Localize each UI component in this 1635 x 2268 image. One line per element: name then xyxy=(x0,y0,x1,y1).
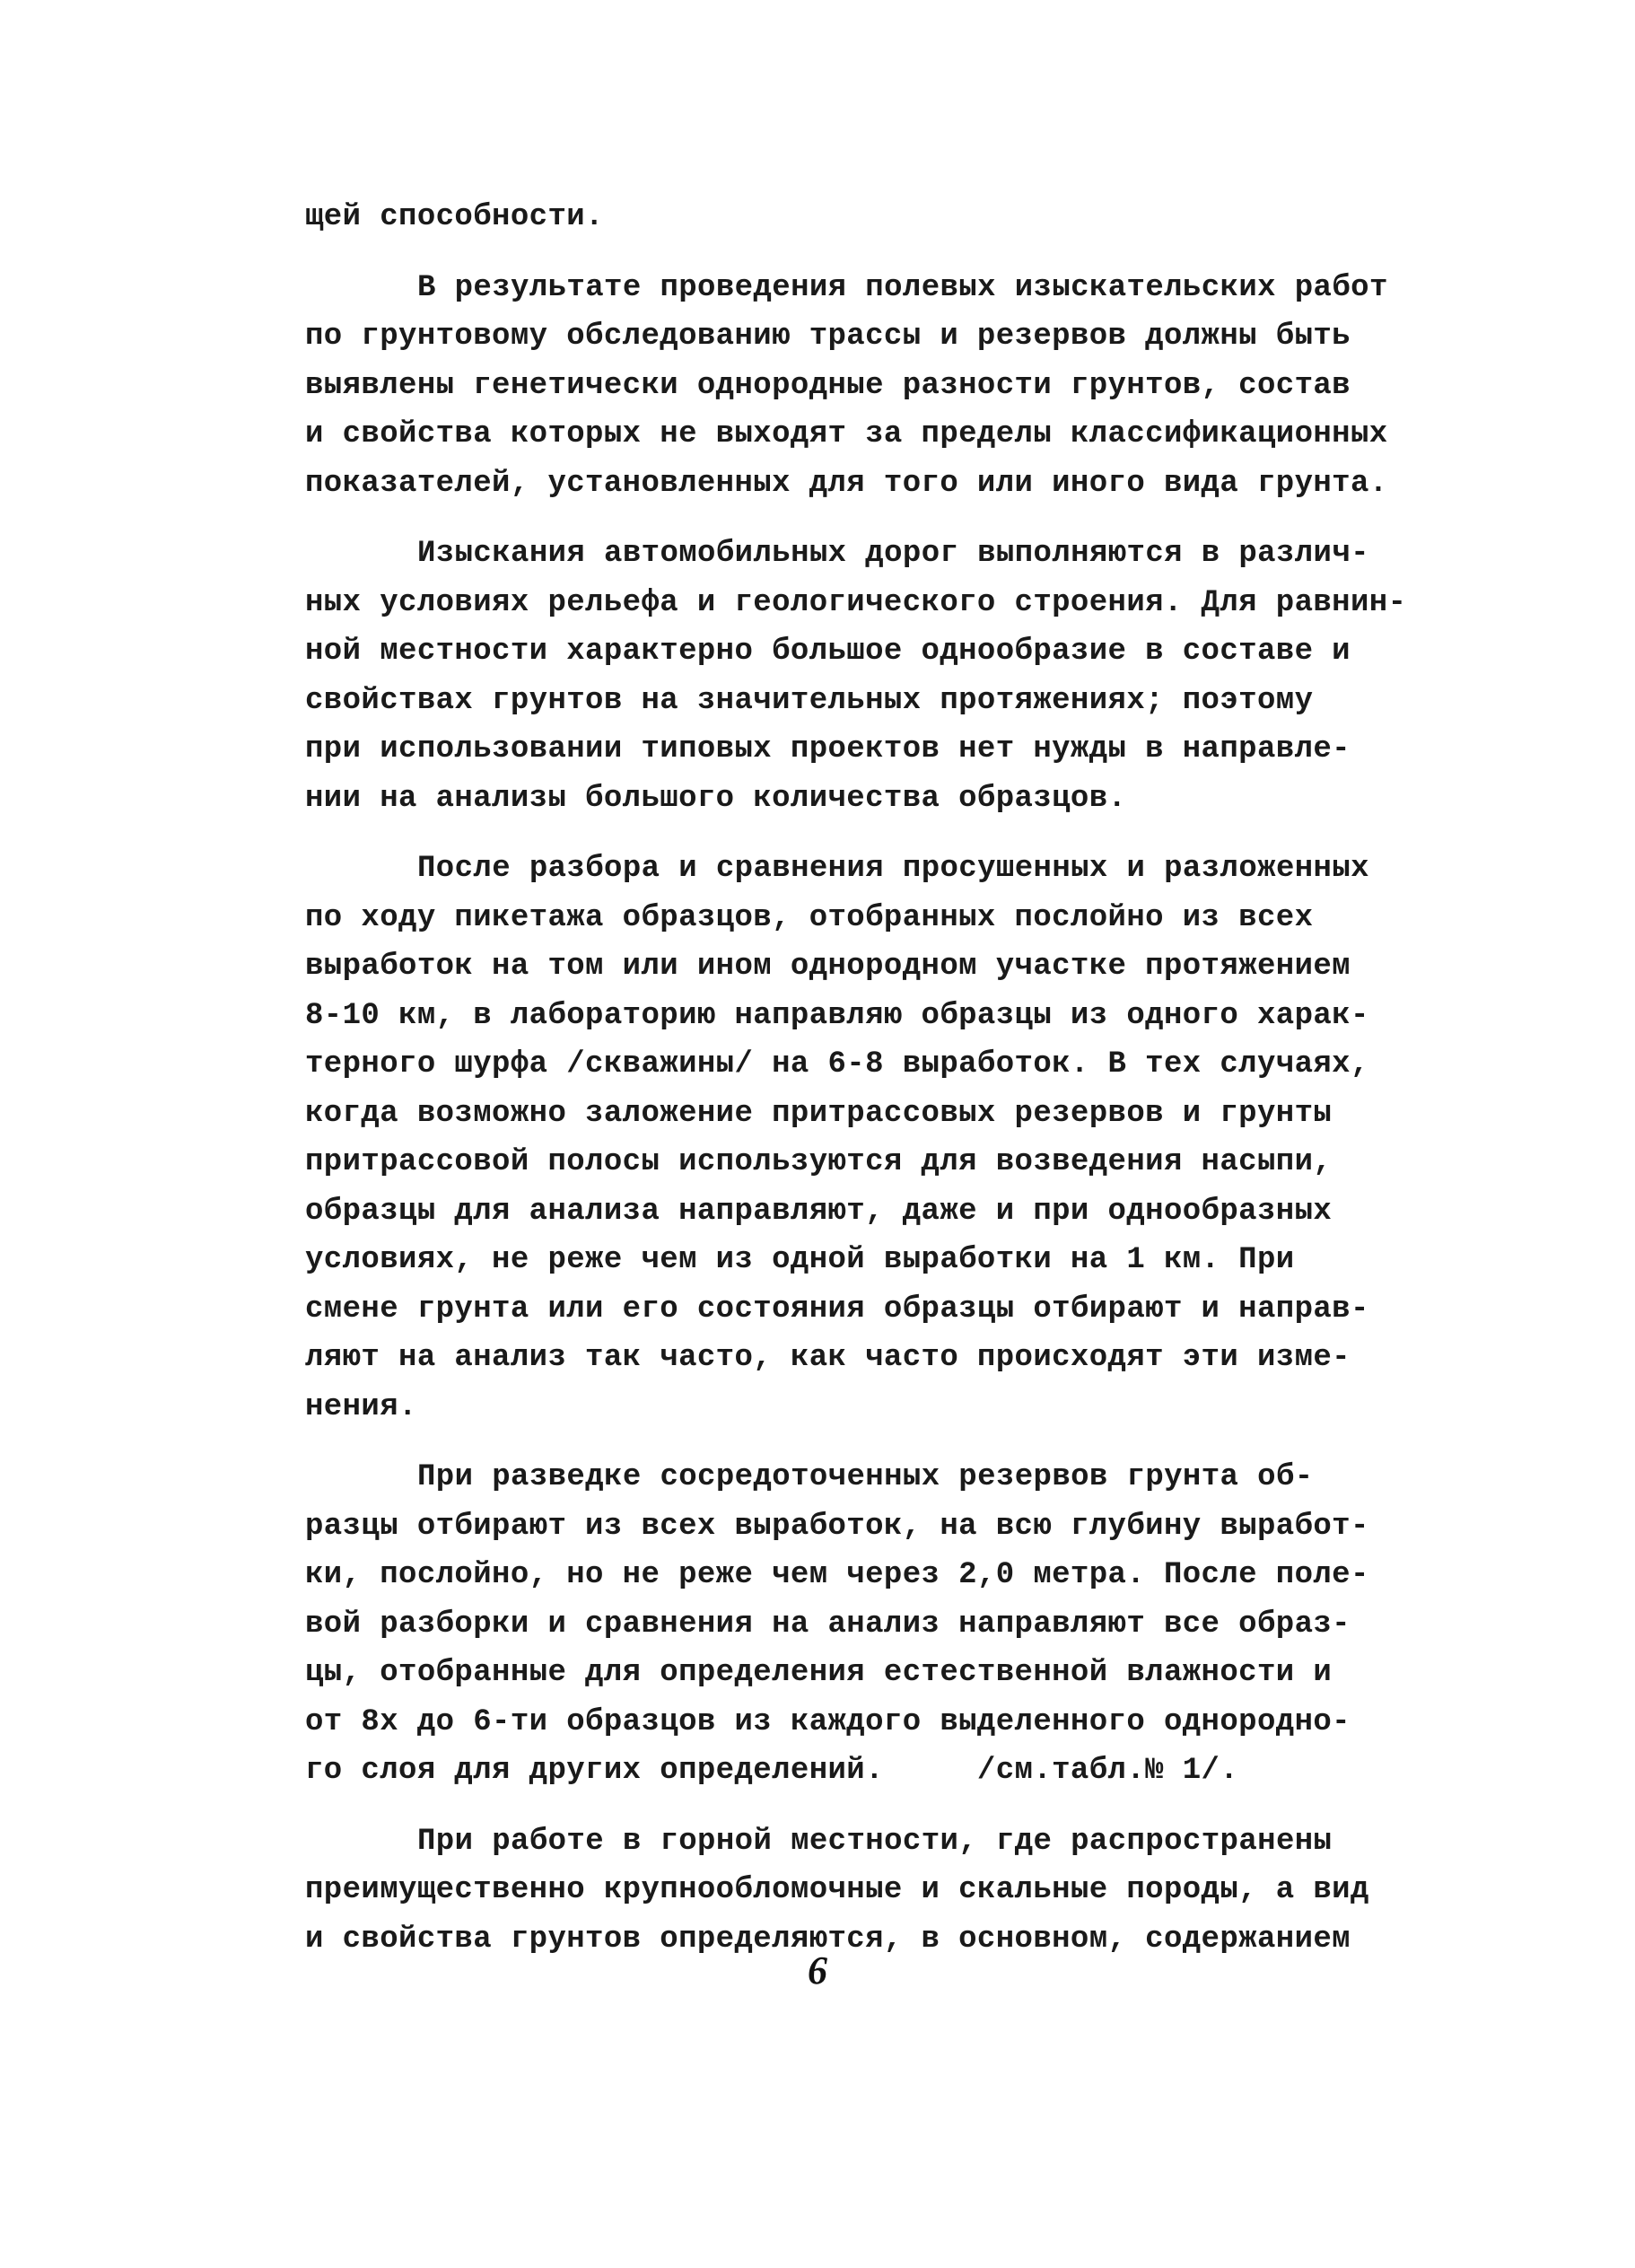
paragraph-gap xyxy=(305,508,1427,530)
paragraph-gap xyxy=(305,1432,1427,1453)
text-line: при использовании типовых проектов нет нужды в направле- xyxy=(305,732,1351,766)
paragraph xyxy=(305,1817,1427,1965)
text-line: разцы отбирают из всех выработок, на всю глубину выработ- xyxy=(305,1509,1369,1544)
text-line: от 8х до 6-ти образцов из каждого выделенного однородно- xyxy=(305,1704,1351,1739)
text-line: В результате проведения полевых изыскательских работ xyxy=(417,270,1388,305)
text-line: когда возможно заложение притрассовых резервов и грунты xyxy=(305,1096,1333,1131)
text-line: смене грунта или его состояния образцы отбирают и направ- xyxy=(305,1292,1369,1327)
text-line: 8-10 км, в лабораторию направляю образцы из одного харак- xyxy=(305,998,1369,1033)
paragraph xyxy=(305,193,1427,242)
text-line: и свойства грунтов определяются, в основном, содержанием xyxy=(305,1922,1351,1957)
text-line: выработок на том или ином однородном участке протяжением xyxy=(305,950,1351,984)
text-line: щей способности. xyxy=(305,200,604,234)
paragraph-gap xyxy=(305,1796,1427,1817)
text-line: терного шурфа /скважины/ на 6-8 выработок. В тех случаях, xyxy=(305,1047,1369,1081)
text-line: выявлены генетически однородные разности грунтов, состав xyxy=(305,368,1351,403)
text-line: ляют на анализ так часто, как часто происходят эти изме- xyxy=(305,1341,1351,1375)
text-line: образцы для анализа направляют, даже и при однообразных xyxy=(305,1194,1333,1229)
text-line: нения. xyxy=(305,1389,417,1424)
paragraph-gap xyxy=(305,242,1427,264)
text-line: преимущественно крупнообломочные и скальные породы, а вид xyxy=(305,1873,1369,1907)
text-line: При разведке сосредоточенных резервов грунта об- xyxy=(417,1460,1314,1494)
page-number: 6 xyxy=(808,1948,827,1992)
text-line: условиях, не реже чем из одной выработки на 1 км. При xyxy=(305,1243,1295,1277)
paragraph xyxy=(305,530,1427,823)
text-line: по ходу пикетажа образцов, отобранных послойно из всех xyxy=(305,900,1314,935)
body-text xyxy=(305,193,1427,1964)
paragraph xyxy=(305,264,1427,509)
paragraph xyxy=(305,1453,1427,1796)
text-line: При работе в горной местности, где распространены xyxy=(417,1824,1333,1859)
text-line: показателей, установленных для того или иного вида грунта. xyxy=(305,466,1388,501)
text-line: цы, отобранные для определения естественной влажности и xyxy=(305,1656,1333,1690)
text-line: и свойства которых не выходят за пределы классификационных xyxy=(305,417,1388,451)
text-line: ки, послойно, но не реже чем через 2,0 метра. После поле- xyxy=(305,1558,1369,1592)
text-line: Изыскания автомобильных дорог выполняются в различ- xyxy=(417,537,1369,571)
text-line: вой разборки и сравнения на анализ направляют все образ- xyxy=(305,1607,1351,1642)
paragraph-gap xyxy=(305,823,1427,845)
text-line: по грунтовому обследованию трассы и резервов должны быть xyxy=(305,320,1351,354)
text-line: притрассовой полосы используются для возведения насыпи, xyxy=(305,1145,1333,1179)
text-line: После разбора и сравнения просушенных и разложенных xyxy=(417,852,1369,886)
text-line: го слоя для других определений. /см.табл.№ 1/. xyxy=(305,1754,1239,1788)
text-line: свойствах грунтов на значительных протяжениях; поэтому xyxy=(305,683,1314,718)
text-line: ной местности характерно большое однообразие в составе и xyxy=(305,635,1351,669)
text-line: ных условиях рельефа и геологического строения. Для равнин- xyxy=(305,585,1407,620)
text-line: нии на анализы большого количества образцов. xyxy=(305,781,1127,816)
paragraph xyxy=(305,845,1427,1432)
